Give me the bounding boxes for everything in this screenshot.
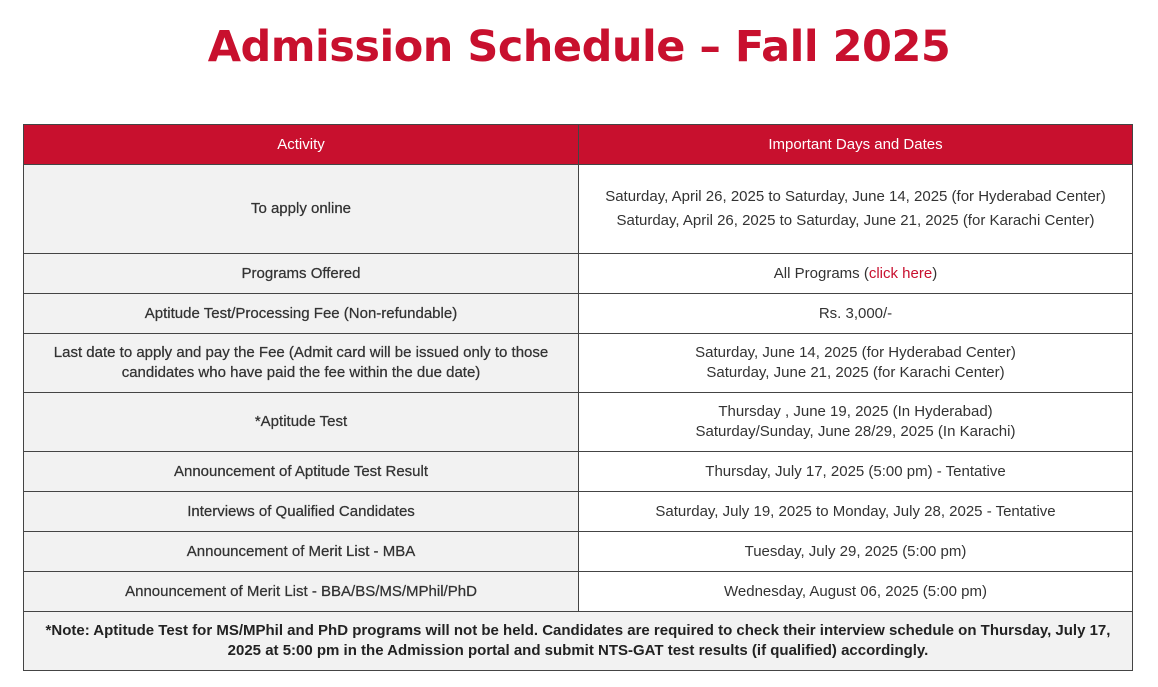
dates-cell [579,572,1133,612]
table-row [24,294,1133,334]
programs-suffix: ) [932,264,938,282]
date-line: Saturday, July 19, 2025 to Monday, July 28, 2025 - Tentative [655,502,1056,520]
page-title: Admission Schedule – Fall 2025 [207,22,951,72]
note-cell: *Note: Aptitude Test for MS/MPhil and PhD programs will not be held. Candidates are required to check their interview schedule on Thursday, July 17, 2025 at 5:00 pm in the Admission portal and submit NTS-GAT test results (if qualified) accordingly. [24,612,1133,671]
dates-cell [579,492,1133,532]
table-row [24,452,1133,492]
dates-cell [579,294,1133,334]
activity-cell: Announcement of Merit List - MBA [24,532,579,572]
dates-cell [579,452,1133,492]
table-row [24,165,1133,254]
activity-cell: To apply online [24,165,579,254]
dates-cell [579,393,1133,452]
dates-cell [579,532,1133,572]
date-line: Saturday/Sunday, June 28/29, 2025 (In Karachi) [695,423,1016,440]
programs-prefix: All Programs ( [773,264,869,282]
date-line: Wednesday, August 06, 2025 (5:00 pm) [724,582,987,600]
date-line: Saturday, June 14, 2025 (for Hyderabad Center) [695,344,1016,361]
activity-cell: Programs Offered [24,254,579,294]
activity-cell: Announcement of Aptitude Test Result [24,452,579,492]
table-row [24,254,1133,294]
date-line: Saturday, April 26, 2025 to Saturday, June 21, 2025 (for Karachi Center) [616,212,1095,229]
activity-cell: Aptitude Test/Processing Fee (Non-refundable) [24,294,579,334]
activity-cell: *Aptitude Test [24,393,579,452]
click-here-link[interactable]: click here [868,264,933,282]
activity-cell: Last date to apply and pay the Fee (Admit card will be issued only to those candidates who have paid the fee within the due date) [24,334,579,393]
table-header-row [24,125,1133,165]
table-row [24,334,1133,393]
date-line: Rs. 3,000/- [818,304,893,322]
activity-cell: Interviews of Qualified Candidates [24,492,579,532]
activity-cell: Announcement of Merit List - BBA/BS/MS/MPhil/PhD [24,572,579,612]
date-line: Tuesday, July 29, 2025 (5:00 pm) [744,542,967,560]
admission-schedule-table [23,124,1133,671]
dates-cell [579,334,1133,393]
date-line: Thursday , June 19, 2025 (In Hyderabad) [718,403,993,420]
header-activity: Activity [24,125,579,165]
note-row [24,612,1133,671]
dates-cell [579,254,1133,294]
table-row [24,532,1133,572]
dates-cell [579,165,1133,254]
date-line: Saturday, June 21, 2025 (for Karachi Center) [706,364,1005,381]
header-dates: Important Days and Dates [579,125,1133,165]
date-line: Saturday, April 26, 2025 to Saturday, June 14, 2025 (for Hyderabad Center) [605,188,1106,205]
table-row [24,492,1133,532]
table-row [24,572,1133,612]
date-line: Thursday, July 17, 2025 (5:00 pm) - Tentative [705,462,1006,480]
table-row [24,393,1133,452]
